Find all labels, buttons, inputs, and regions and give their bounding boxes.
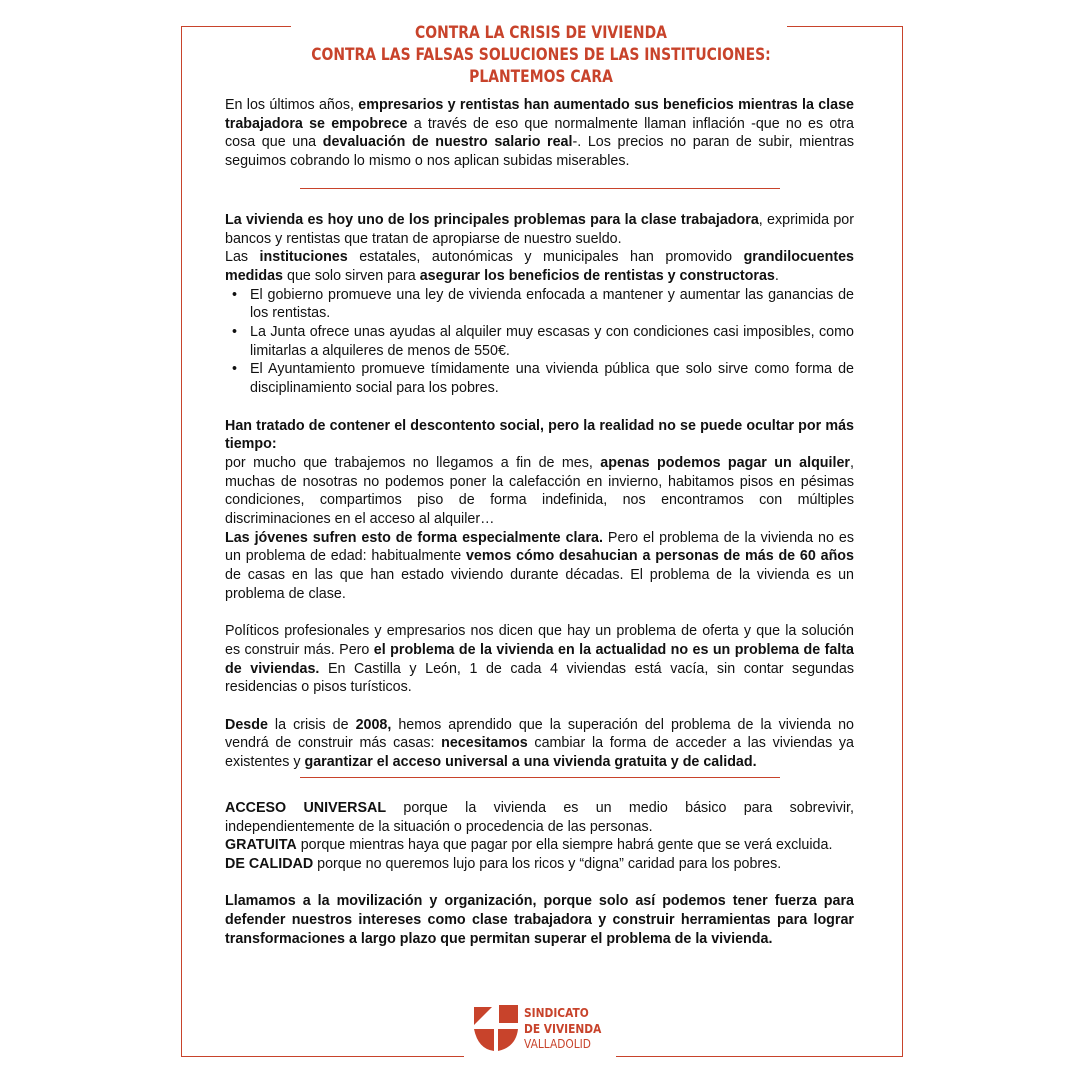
demand-label: ACCESO UNIVERSAL — [225, 799, 387, 816]
discontent-text-1: por mucho que trabajemos no llegamos a fin de mes, — [225, 454, 601, 471]
demand-text: porque la vivienda es un medio básico para sobrevivir, independientemente de la situación o procedencia de las personas. — [225, 799, 854, 835]
crisis-text-1: la crisis de — [267, 716, 356, 733]
demand-free — [225, 836, 854, 855]
demand-text: porque no queremos lujo para los ricos y “digna” caridad para los pobres. — [313, 855, 782, 872]
discontent-text-3: Pero el problema de la vivienda no es un problema de edad: habitualmente — [225, 529, 854, 565]
housing-paragraph-1 — [225, 211, 854, 248]
intro-text-2: a través de eso que normalmente llaman inflación -que no es otra cosa que una — [225, 115, 854, 151]
frame-bottom-left-border — [181, 1056, 464, 1057]
discontent-text-4: de casas en las que han estado viviendo durante décadas. El problema de la vivienda es un problema de clase. — [225, 567, 854, 602]
politicians-text-2: En Castilla y León, 1 de cada 4 viviendas está vacía, sin contar segundas residencias o pisos turísticos. — [225, 660, 855, 696]
list-item: • La Junta ofrece unas ayudas al alquiler muy escasas y con condiciones casi imposibles, como limitarlas a alquileres de menos de 550€. — [250, 323, 854, 360]
politicians-bold-1: el problema de la vivienda en la actualidad no es un problema de falta de viviendas. — [225, 641, 854, 677]
logo-line-2: DE VIVIENDA — [524, 1020, 602, 1036]
call-to-action — [225, 892, 854, 948]
discontent-text-2: , muchas de nosotras no podemos poner la calefacción en invierno, habitamos pisos en pésimas condiciones, compartimos piso de forma indefinida, nos encontramos con múltiples discriminaciones en el acceso al alquiler… — [225, 454, 854, 528]
title-line-2: CONTRA LAS FALSAS SOLUCIONES DE LAS INSTITUCIONES: — [311, 45, 771, 65]
housing-text-2: Las — [225, 249, 260, 266]
discontent-paragraph-2 — [225, 454, 854, 529]
housing-bold-2: instituciones — [259, 249, 348, 266]
intro-text-1: En los últimos años, — [225, 97, 359, 113]
housing-bold-4: asegurar los beneficios de rentistas y constructoras — [419, 267, 775, 284]
housing-paragraph-2 — [225, 248, 854, 285]
discontent-bold-3: Las jóvenes sufren esto de forma especialmente clara. — [225, 529, 603, 546]
demand-label: GRATUITA — [225, 837, 297, 854]
crisis-bold-1: Desde — [225, 716, 268, 733]
demand-text: porque mientras haya que pagar por ella siempre habrá gente que se verá excluida. — [296, 837, 833, 854]
discontent-bold-1: Han tratado de contener el descontento social, pero la realidad no se puede ocultar por más tiempo: — [225, 417, 854, 453]
crisis-text-3: cambiar la forma de acceder a las viviendas ya existentes y — [225, 735, 854, 771]
frame-right-border — [902, 26, 903, 1056]
housing-text-1: , exprimida por bancos y rentistas que tratan de apropiarse de nuestro sueldo. — [225, 211, 854, 247]
intro-bold-1: empresarios y rentistas han aumentado sus beneficios mientras la clase trabajadora se empobrece — [225, 97, 854, 132]
crisis-bold-2: 2008, — [355, 716, 392, 733]
demand-quality — [225, 855, 854, 874]
discontent-paragraph-1 — [225, 417, 854, 454]
title-line-1: CONTRA LA CRISIS DE VIVIENDA — [415, 23, 667, 43]
housing-text-4: que solo sirven para — [283, 267, 420, 284]
document-body — [225, 96, 854, 948]
housing-text-3: estatales, autonómicas y municipales han promovido — [347, 249, 744, 266]
list-item: • El Ayuntamiento promueve tímidamente una vivienda pública que solo sirve como forma de disciplinamiento social para los pobres. — [250, 360, 854, 397]
union-logo — [472, 1003, 612, 1055]
discontent-bold-4: vemos cómo desahucian a personas de más de 60 años — [465, 548, 854, 565]
crisis-text-2: hemos aprendido que la superación del problema de la vivienda no vendrá de construir más casas: — [225, 716, 854, 752]
crisis-bold-3: necesitamos — [441, 735, 528, 752]
demand-label: DE CALIDAD — [225, 855, 314, 872]
housing-text-5: . — [774, 267, 779, 284]
logo-line-3: VALLADOLID — [524, 1036, 591, 1051]
crisis-paragraph — [225, 716, 854, 772]
call-to-action-text: Llamamos a la movilización y organización, porque solo así podemos tener fuerza para defender nuestros intereses como clase trabajadora y construir herramientas para lograr transformaciones a largo plazo que permitan superar el problema de la vivienda. — [225, 893, 854, 947]
housing-union-logo-icon — [472, 1003, 520, 1053]
title-line-3: PLANTEMOS CARA — [469, 67, 613, 87]
discontent-paragraph-3 — [225, 529, 854, 604]
intro-text-3: -. Los precios no paran de subir, mientras seguimos cobrando lo mismo o nos aplican subidas miserables. — [225, 134, 855, 170]
frame-left-border — [181, 26, 182, 1056]
demand-universal — [225, 799, 854, 836]
list-item: • El gobierno promueve una ley de vivienda enfocada a mantener y aumentar las ganancias de los rentistas. — [250, 286, 854, 323]
politicians-text-1: Políticos profesionales y empresarios nos dicen que hay un problema de oferta y que la solución es construir más. Pero — [225, 623, 854, 658]
page-title — [245, 22, 837, 88]
institution-measures-list — [225, 286, 854, 398]
frame-bottom-right-border — [616, 1056, 903, 1057]
intro-bold-2: devaluación de nuestro salario real — [322, 134, 573, 151]
discontent-bold-2: apenas podemos pagar un alquiler — [600, 454, 850, 471]
intro-paragraph — [225, 96, 854, 171]
politicians-paragraph — [225, 622, 854, 697]
crisis-bold-4: garantizar el acceso universal a una vivienda gratuita y de calidad. — [304, 754, 757, 771]
housing-bold-3: grandilocuentes medidas — [225, 249, 854, 284]
housing-bold-1: La vivienda es hoy uno de los principales problemas para la clase trabajadora — [225, 211, 759, 228]
logo-line-1: SINDICATO — [524, 1005, 589, 1020]
logo-text — [524, 1005, 601, 1052]
